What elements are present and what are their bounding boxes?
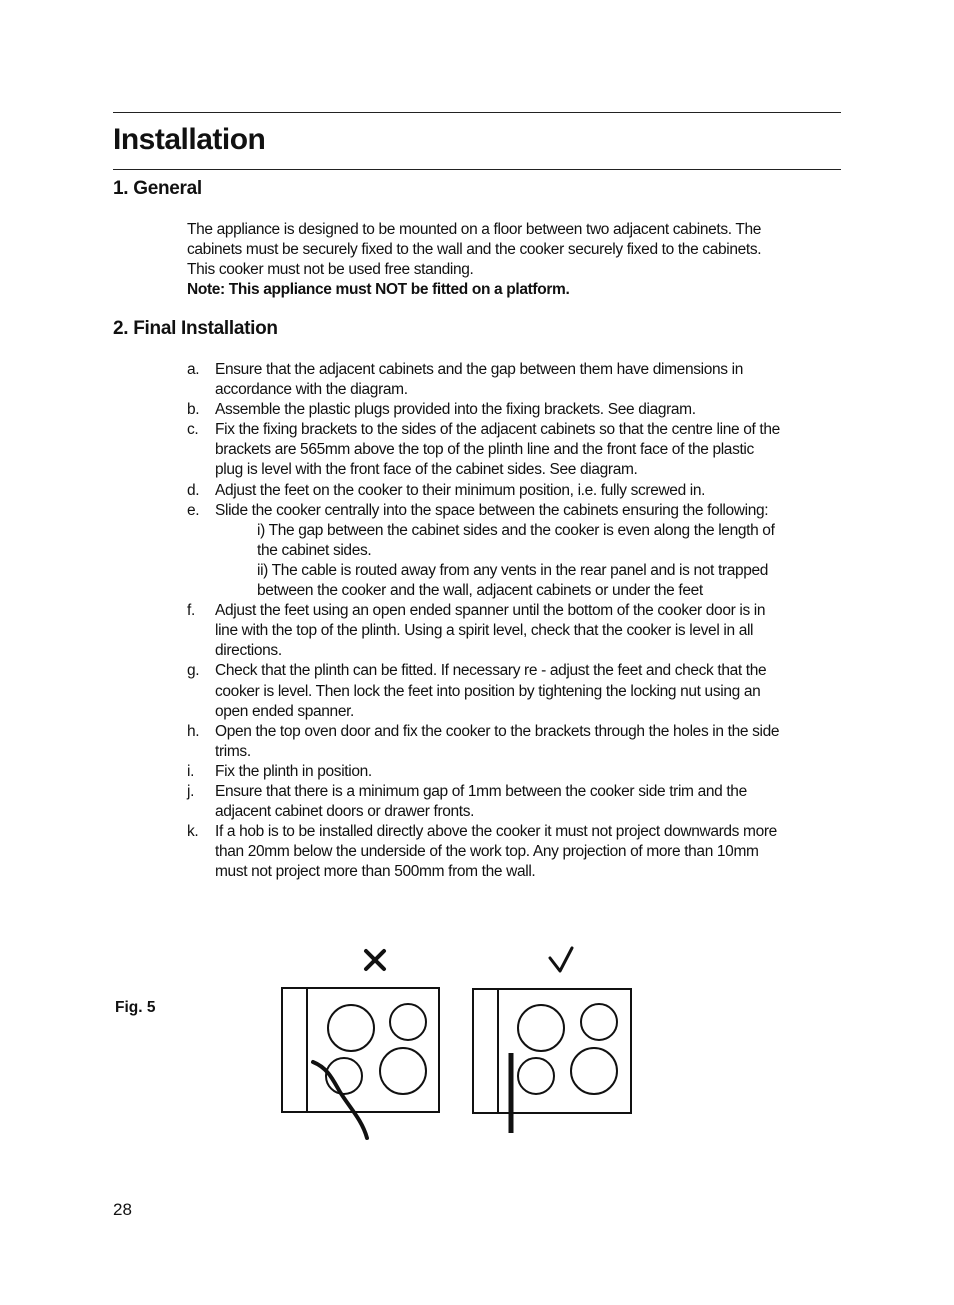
list-item bbox=[187, 420, 847, 480]
step-letter: b. bbox=[187, 401, 200, 419]
step-text bbox=[215, 722, 847, 762]
step-letter: i. bbox=[187, 762, 195, 780]
step-letter: g. bbox=[187, 662, 200, 680]
step-line: accordance with the diagram. bbox=[215, 381, 408, 399]
step-text bbox=[215, 822, 847, 882]
step-text bbox=[215, 782, 847, 822]
step-letter: c. bbox=[187, 421, 199, 439]
burner bbox=[518, 1005, 564, 1051]
general-line: cabinets must be securely fixed to the wall and the cooker securely fixed to the cabinets. bbox=[187, 241, 762, 259]
page-number: 28 bbox=[113, 1200, 132, 1219]
step-line: line with the top of the plinth. Using a spirit level, check that the cooker is level in all bbox=[215, 622, 754, 640]
burner bbox=[518, 1058, 554, 1094]
general-line: The appliance is designed to be mounted on a floor between two adjacent cabinets. The bbox=[187, 221, 762, 238]
sub-step-line: ii) The cable is routed away from any vents in the rear panel and is not trapped bbox=[257, 561, 769, 579]
step-letter: h. bbox=[187, 722, 200, 740]
burner bbox=[571, 1048, 617, 1094]
section-heading-general: 1. General bbox=[113, 178, 202, 199]
general-line: This cooker must not be used free standing. bbox=[187, 261, 474, 279]
step-line: cooker is level. Then lock the feet into position by tightening the locking nut using an bbox=[215, 682, 761, 700]
step-text bbox=[215, 481, 847, 501]
check-icon bbox=[550, 948, 572, 971]
cross-icon bbox=[366, 951, 384, 969]
step-text bbox=[215, 400, 847, 420]
step-line: Adjust the feet on the cooker to their minimum position, i.e. fully screwed in. bbox=[215, 481, 706, 499]
sub-step-line: the cabinet sides. bbox=[257, 541, 372, 559]
list-item bbox=[187, 762, 847, 782]
step-line: Fix the fixing brackets to the sides of the adjacent cabinets so that the centre line of the bbox=[215, 421, 780, 439]
step-line: directions. bbox=[215, 642, 282, 660]
sub-step-line: between the cooker and the wall, adjacent cabinets or under the feet bbox=[257, 582, 703, 600]
step-line: trims. bbox=[215, 742, 251, 760]
cable-routing-diagram bbox=[270, 940, 650, 1145]
step-text bbox=[215, 601, 847, 661]
list-item bbox=[187, 822, 847, 882]
cable-trapped bbox=[313, 1062, 367, 1138]
list-item bbox=[187, 722, 847, 762]
step-line: plug is level with the front face of the cabinet sides. See diagram. bbox=[215, 461, 638, 479]
top-rule bbox=[113, 112, 841, 113]
burner bbox=[390, 1004, 426, 1040]
step-text bbox=[215, 762, 847, 782]
step-text bbox=[215, 501, 847, 601]
general-paragraph bbox=[187, 220, 847, 300]
list-item bbox=[187, 501, 847, 601]
list-item bbox=[187, 661, 847, 721]
burner bbox=[581, 1004, 617, 1040]
general-note: Note: This appliance must NOT be fitted on a platform. bbox=[187, 281, 570, 299]
step-line: Ensure that the adjacent cabinets and the gap between them have dimensions in bbox=[215, 361, 743, 378]
hob-correct bbox=[473, 989, 631, 1133]
step-text bbox=[215, 360, 847, 400]
step-line: open ended spanner. bbox=[215, 702, 355, 720]
step-line: Adjust the feet using an open ended spanner until the bottom of the cooker door is in bbox=[215, 602, 766, 620]
step-letter: e. bbox=[187, 501, 200, 519]
steps-list bbox=[187, 360, 847, 882]
step-letter: d. bbox=[187, 481, 200, 499]
step-line: than 20mm below the underside of the work top. Any projection of more than 10mm bbox=[215, 843, 759, 861]
hob-incorrect bbox=[282, 988, 439, 1138]
step-line: Check that the plinth can be fitted. If necessary re - adjust the feet and check that the bbox=[215, 662, 767, 680]
list-item bbox=[187, 782, 847, 822]
step-line: must not project more than 500mm from the wall. bbox=[215, 863, 536, 881]
list-item bbox=[187, 481, 847, 501]
burner bbox=[328, 1005, 374, 1051]
page-title: Installation bbox=[113, 123, 266, 156]
section-heading-final-installation: 2. Final Installation bbox=[113, 318, 278, 339]
step-line: brackets are 565mm above the top of the plinth line and the front face of the plastic bbox=[215, 441, 754, 459]
title-rule bbox=[113, 169, 841, 170]
step-line: If a hob is to be installed directly above the cooker it must not project downwards more bbox=[215, 823, 777, 841]
step-letter: k. bbox=[187, 823, 199, 841]
step-letter: f. bbox=[187, 602, 195, 620]
figure-label: Fig. 5 bbox=[115, 999, 156, 1016]
sub-step-line: i) The gap between the cabinet sides and the cooker is even along the length of bbox=[257, 521, 775, 539]
step-text bbox=[215, 420, 847, 480]
list-item bbox=[187, 400, 847, 420]
list-item bbox=[187, 360, 847, 400]
list-item bbox=[187, 601, 847, 661]
step-line: Fix the plinth in position. bbox=[215, 762, 372, 780]
step-line: Slide the cooker centrally into the space between the cabinets ensuring the following: bbox=[215, 501, 769, 519]
burner bbox=[380, 1048, 426, 1094]
step-letter: a. bbox=[187, 361, 200, 378]
step-line: Ensure that there is a minimum gap of 1mm between the cooker side trim and the bbox=[215, 782, 747, 800]
step-line: Open the top oven door and fix the cooker to the brackets through the holes in the side bbox=[215, 722, 780, 740]
step-line: Assemble the plastic plugs provided into the fixing brackets. See diagram. bbox=[215, 401, 696, 419]
step-text bbox=[215, 661, 847, 721]
step-line: adjacent cabinet doors or drawer fronts. bbox=[215, 803, 475, 821]
step-letter: j. bbox=[187, 782, 195, 800]
